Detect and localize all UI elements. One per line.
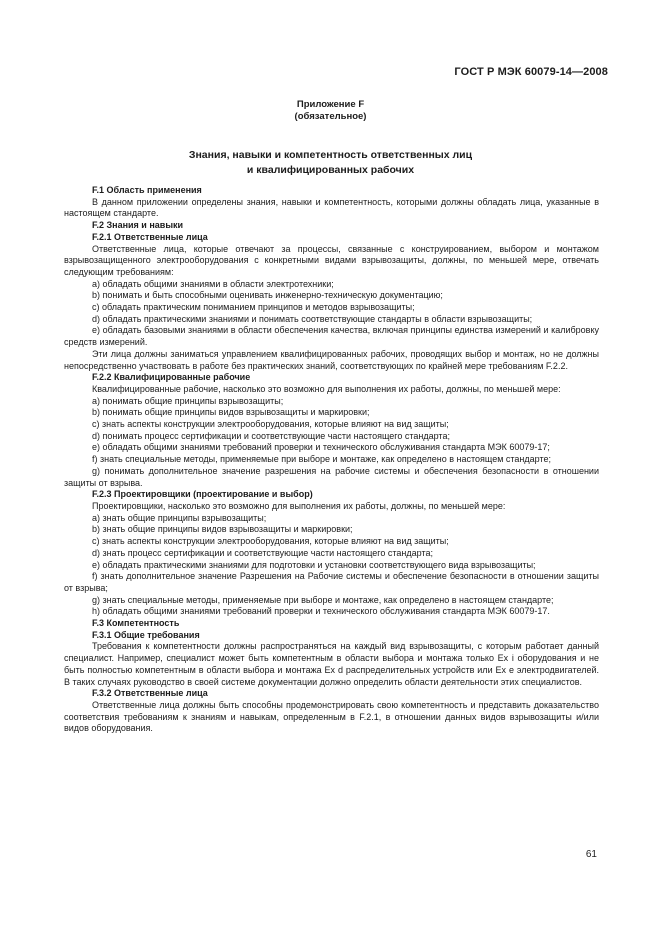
section-heading: F.3 Компетентность	[92, 618, 180, 629]
paragraph: c) обладать практическим пониманием принципов и методов взрывозащиты;	[92, 302, 415, 313]
section-heading: F.3.1 Общие требования	[92, 629, 200, 640]
section-title	[0, 148, 661, 178]
paragraph: d) знать процесс сертификации и соответствующие части настоящего стандарта;	[92, 547, 433, 558]
appendix-status: (обязательное)	[294, 111, 367, 122]
paragraph: Требования к компетентности должны распространяться на каждый вид взрывозащиты, с которым работает данный специалист. Например, специалист может быть компетентным в области выбора и монтажа только Ex i оборудования и не быть полностью компетентным в области выбора и монтажа Ex d распределительных устройств или Ex e электродвигателей. В таких случаях руководство в своей системе документации должно определить области деятельности этих специалистов.	[64, 641, 599, 687]
section-heading: F.3.2 Ответственные лица	[92, 688, 208, 699]
document-body	[64, 185, 599, 735]
paragraph: Ответственные лица, которые отвечают за процессы, связанные с конструированием, выбором и монтажом взрывозащищенного электрооборудования с конкретными видами взрывозащиты, должны, по меньшей мере, отвечать следующим требованиям:	[64, 243, 599, 277]
paragraph: Эти лица должны заниматься управлением квалифицированных рабочих, проводящих выбор и монтаж, но не должны непосредственно участвовать в работе без практических знаний, соответствующих по крайней мере требованиям F.2.2.	[64, 348, 599, 371]
paragraph: h) обладать общими знаниями требований проверки и технического обслуживания стандарта МЭК 60079-17.	[92, 606, 550, 617]
paragraph: а) понимать общие принципы взрывозащиты;	[92, 395, 284, 406]
section-heading: F.2.2 Квалифицированные рабочие	[92, 372, 251, 383]
paragraph: d) обладать практическими знаниями и понимать соответствующие стандарты в области взрывозащиты;	[92, 313, 533, 324]
section-heading: F.2.3 Проектировщики (проектирование и выбор)	[92, 489, 313, 500]
paragraph: а) знать общие принципы взрывозащиты;	[92, 512, 267, 523]
section-heading: F.1 Область применения	[92, 185, 202, 195]
paragraph: c) знать аспекты конструкции электрооборудования, которые влияют на вид защиты;	[92, 536, 449, 547]
paragraph: b) понимать общие принципы видов взрывозащиты и маркировки;	[92, 407, 370, 418]
paragraph: e) обладать практическими знаниями для подготовки и установки соответствующего вида взрывозащиты;	[92, 559, 536, 570]
section-heading: F.2 Знания и навыки	[92, 220, 184, 231]
paragraph: d) понимать процесс сертификации и соответствующие части настоящего стандарта;	[92, 430, 450, 441]
appendix-title: Приложение F	[296, 99, 365, 110]
paragraph: g) знать специальные методы, применяемые при выборе и монтаже, как определено в настоящем стандарте;	[92, 594, 554, 605]
paragraph: а) обладать общими знаниями в области электротехники;	[92, 278, 334, 289]
paragraph: Ответственные лица должны быть способны продемонстрировать свою компетентность и представить доказательство соответствия требованиям к знаниям и навыкам, определенным в F.2.1, в отношении данных видов взрывозащиты и/или видов оборудования.	[64, 699, 599, 734]
paragraph: f) знать дополнительное значение Разрешения на Рабочие системы и обеспечение безопасности в отношении защиты от взрыва;	[64, 571, 599, 593]
paragraph: c) знать аспекты конструкции электрооборудования, которые влияют на вид защиты;	[92, 419, 449, 430]
paragraph: b) знать общие принципы видов взрывозащиты и маркировки;	[92, 524, 353, 535]
paragraph: e) обладать базовыми знаниями в области обеспечения качества, включая принципы единства измерений и калибровку средств измерений.	[64, 325, 599, 348]
appendix-heading	[0, 99, 661, 123]
paragraph: e) обладать общими знаниями требований проверки и технического обслуживания стандарта МЭК 60079-17;	[92, 442, 550, 453]
paragraph: В данном приложении определены знания, навыки и компетентность, которыми должны обладать лица, указанные в настоящем стандарте.	[64, 196, 599, 219]
paragraph: Проектировщики, насколько это возможно для выполнения их работы, должны, по меньшей мере:	[92, 500, 506, 511]
section-heading: F.2.1 Ответственные лица	[92, 231, 208, 242]
doc-header-code: ГОСТ Р МЭК 60079-14—2008	[454, 66, 608, 78]
paragraph: g) понимать дополнительное значение разрешения на рабочие системы и обеспечения безопасности в отношении защиты от взрыва.	[64, 465, 599, 488]
section-title-line1: Знания, навыки и компетентность ответственных лиц	[188, 149, 473, 161]
paragraph: f) знать специальные методы, применяемые при выборе и монтаже, как определено в настоящем стандарте;	[92, 454, 551, 465]
paragraph: Квалифицированные рабочие, насколько это возможно для выполнения их работы, должны, по меньшей мере:	[92, 383, 561, 394]
page-number: 61	[585, 849, 597, 860]
paragraph: b) понимать и быть способными оценивать инженерно-техническую документацию;	[92, 290, 443, 301]
section-title-line2: и квалифицированных рабочих	[246, 164, 415, 176]
